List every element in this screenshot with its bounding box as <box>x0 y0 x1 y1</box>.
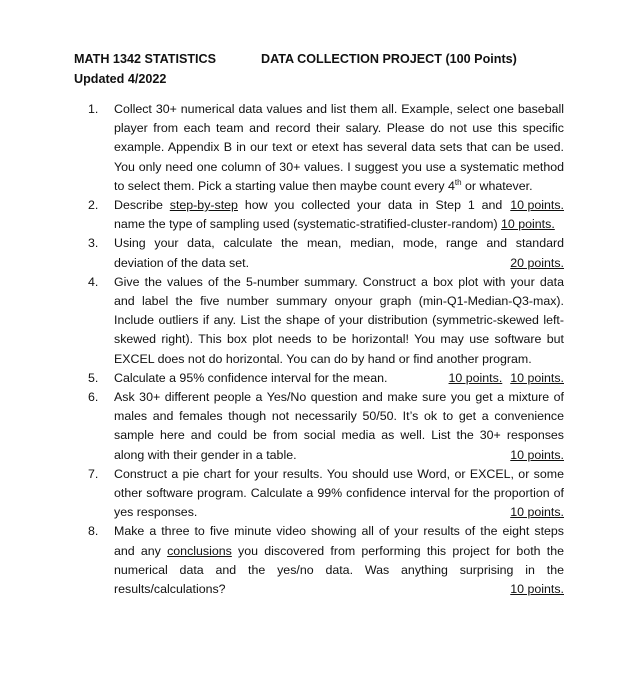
task-points: 10 points. <box>510 447 564 462</box>
underlined-term: step-by-step <box>169 198 238 213</box>
task-text <box>114 388 564 465</box>
project-title: DATA COLLECTION PROJECT (100 Points) <box>261 52 517 66</box>
task-points: 10 points. <box>510 370 564 385</box>
task-points: 10 points. <box>510 505 564 520</box>
task-item-8 <box>88 522 564 599</box>
task-points: 10 points. <box>501 217 555 232</box>
task-item-2 <box>88 196 564 234</box>
task-number: 6. <box>88 390 99 405</box>
updated-date: Updated 4/2022 <box>74 72 167 86</box>
underlined-term: conclusions <box>167 543 232 558</box>
task-text <box>114 369 564 388</box>
task-text <box>114 234 564 272</box>
task-text <box>114 196 564 234</box>
task-text-part: Collect 30+ numerical data values and list them all. Example, select one baseball player from each team and record their salary. Please do not use this specific example. Appendix B in our text or etext has several data sets that can be used. You only need one column of 30+ values. I suggest you use a systematic method to select them. Pick a starting value then maybe count every 4 <box>114 102 564 193</box>
task-text-part: Describe <box>114 198 170 213</box>
task-text-part: Make a three to five minute video showing all of your results of the eight steps and any <box>114 524 564 558</box>
task-text <box>114 465 564 523</box>
task-points: 20 points. <box>510 255 564 270</box>
task-item-5 <box>88 369 564 388</box>
task-text-part: you discovered from performing this project for both the numerical data and the yes/no data. Was anything surprising in the results/calculations? <box>114 543 564 597</box>
task-text-part: how you collected your data in Step 1 and name the type of sampling used (systematic-stratified-cluster-random) <box>114 198 503 232</box>
task-number: 8. <box>88 524 99 539</box>
task-number: 3. <box>88 236 99 251</box>
task-number: 4. <box>88 274 99 289</box>
task-number: 7. <box>88 466 99 481</box>
task-number: 1. <box>88 102 99 116</box>
task-text-part: or whatever. <box>461 178 533 193</box>
task-item-3 <box>88 234 564 272</box>
course-title: MATH 1342 STATISTICS <box>74 52 217 66</box>
task-item-6 <box>88 388 564 465</box>
task-text <box>114 522 564 599</box>
task-number: 5. <box>88 370 99 385</box>
task-points: 10 points. <box>448 370 503 385</box>
task-points: 10 points. <box>510 198 564 213</box>
task-text-part: Using your data, calculate the mean, median, mode, range and standard deviation of the data set. <box>114 236 564 270</box>
task-list <box>88 100 564 599</box>
task-points: 10 points. <box>510 582 564 597</box>
task-number: 2. <box>88 198 99 213</box>
task-item-7 <box>88 465 564 523</box>
task-text-part: Calculate a 95% confidence interval for the mean. <box>114 370 388 385</box>
task-text-part: Construct a pie chart for your results. You should use Word, or EXCEL, or some other software program. Calculate a 99% confidence interval for the proportion of yes responses. <box>114 466 564 520</box>
task-text-part: Ask 30+ different people a Yes/No question and make sure you get a mixture of males and females though not necessarily 50/50. It’s ok to get a convenience sample here and could be from social media as well. List the 30+ responses along with their gender in a table. <box>114 390 564 462</box>
ordinal-superscript: th <box>454 177 462 187</box>
task-text-part: Give the values of the 5-number summary. Construct a box plot with your data and label the five number summary onyour graph (min-Q1-Median-Q3-max). Include outliers if any. List the shape of your distribution (symmetric-skewed left-skewed right). This box plot needs to be horizontal! You may use software but EXCEL does not do horizontal. You can do by hand or find another program. <box>114 274 564 366</box>
